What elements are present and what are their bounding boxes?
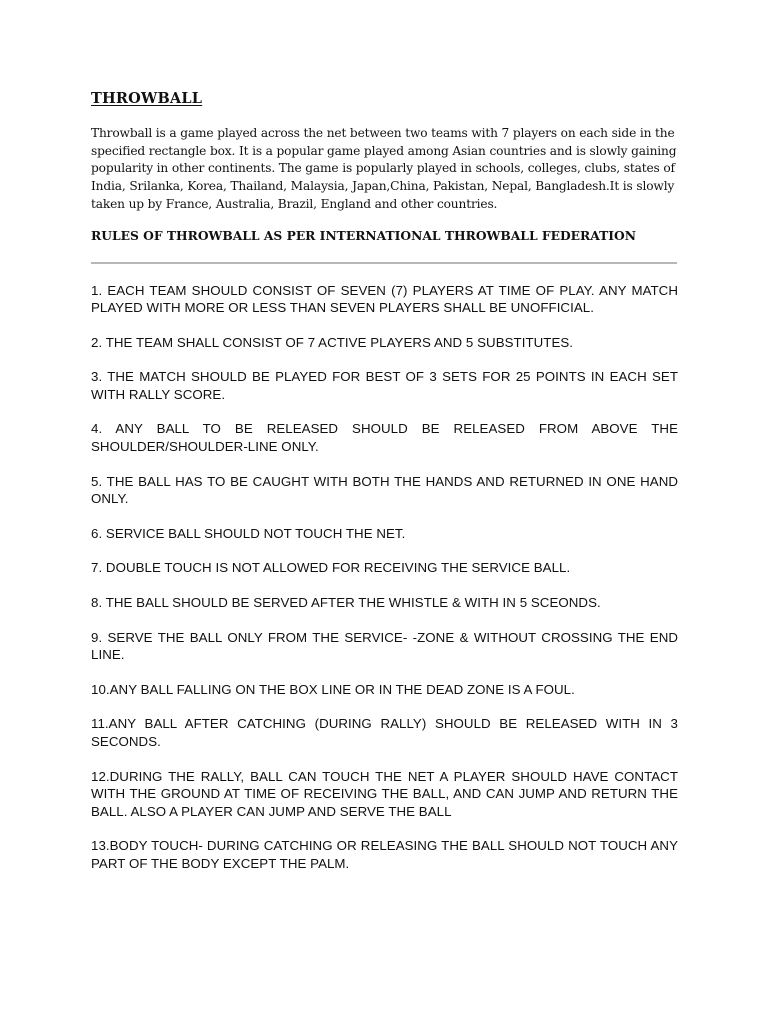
section-divider — [91, 262, 677, 264]
rule-item: 6. SERVICE BALL SHOULD NOT TOUCH THE NET. — [91, 525, 406, 541]
document-page — [91, 90, 678, 890]
rule-item: 13.BODY TOUCH- DURING CATCHING OR RELEASING THE BALL SHOULD NOT TOUCH ANY PART OF THE BODY EXCEPT THE PALM. — [91, 838, 678, 871]
rule-item: 1. EACH TEAM SHOULD CONSIST OF SEVEN (7) PLAYERS AT TIME OF PLAY. ANY MATCH PLAYED WITH MORE OR LESS THAN SEVEN PLAYERS SHALL BE UNOFFICIAL. — [91, 282, 678, 316]
document-title: THROWBALL — [91, 90, 203, 107]
rule-item: 2. THE TEAM SHALL CONSIST OF 7 ACTIVE PLAYERS AND 5 SUBSTITUTES. — [91, 334, 574, 350]
rule-item: 5. THE BALL HAS TO BE CAUGHT WITH BOTH THE HANDS AND RETURNED IN ONE HAND ONLY. — [91, 473, 678, 507]
rule-item: 8. THE BALL SHOULD BE SERVED AFTER THE WHISTLE & WITH IN 5 SCEONDS. — [91, 595, 601, 611]
rule-item: 4. ANY BALL TO BE RELEASED SHOULD BE RELEASED FROM ABOVE THE SHOULDER/SHOULDER-LINE ONLY. — [91, 421, 678, 455]
intro-paragraph: Throwball is a game played across the net between two teams with 7 players on each side in the specified rectangle box. It is a popular game played among Asian countries and is slowly gaining popularity in other continents. The game is popularly played in schools, colleges, clubs, states of India, Srilanka, Korea, Thailand, Malaysia, Japan,China, Pakistan, Nepal, Bangladesh.It is slowly taken up by France, Australia, Brazil, England and other countries. — [91, 126, 677, 211]
rule-item: 12.DURING THE RALLY, BALL CAN TOUCH THE NET A PLAYER SHOULD HAVE CONTACT WITH THE GROUND AT TIME OF RECEIVING THE BALL, AND CAN JUMP AND RETURN THE BALL. ALSO A PLAYER CAN JUMP AND SERVE THE BALL — [91, 768, 678, 819]
rule-item: 9. SERVE THE BALL ONLY FROM THE SERVICE- -ZONE & WITHOUT CROSSING THE END LINE. — [91, 629, 678, 663]
rules-list — [91, 282, 678, 873]
rule-item: 7. DOUBLE TOUCH IS NOT ALLOWED FOR RECEIVING THE SERVICE BALL. — [91, 560, 571, 576]
rule-item: 11.ANY BALL AFTER CATCHING (DURING RALLY) SHOULD BE RELEASED WITH IN 3 SECONDS. — [91, 716, 678, 750]
rule-item: 3. THE MATCH SHOULD BE PLAYED FOR BEST OF 3 SETS FOR 25 POINTS IN EACH SET WITH RALLY SCORE. — [91, 369, 678, 402]
rule-item: 10.ANY BALL FALLING ON THE BOX LINE OR IN THE DEAD ZONE IS A FOUL. — [91, 681, 575, 697]
rules-heading: RULES OF THROWBALL AS PER INTERNATIONAL THROWBALL FEDERATION — [91, 227, 636, 243]
